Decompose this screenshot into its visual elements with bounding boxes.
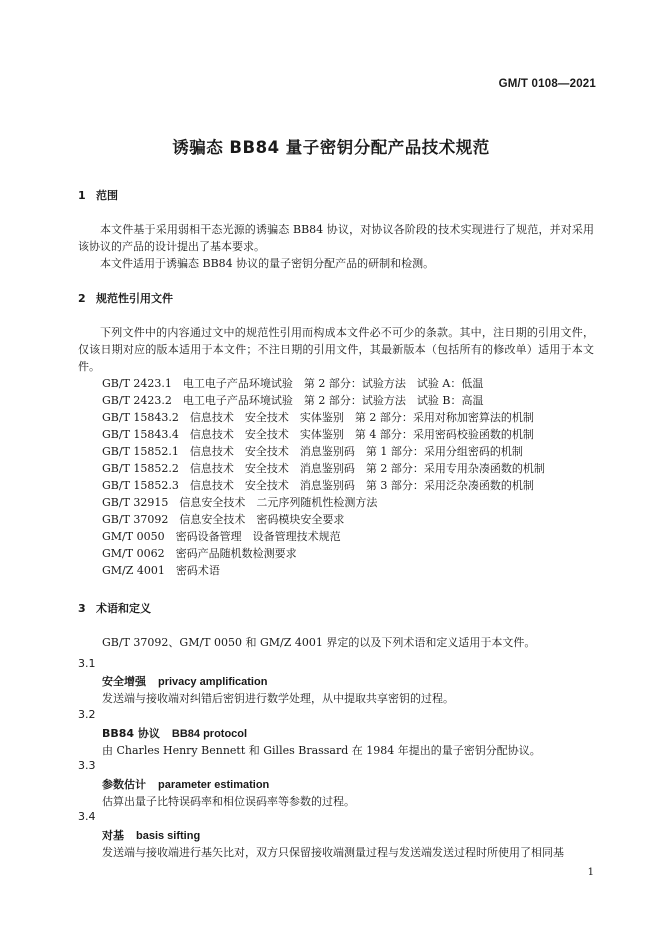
term-number: 3.2 <box>78 708 96 721</box>
term-title-en: privacy amplification <box>158 676 268 688</box>
term-title <box>102 776 269 792</box>
term-title-en: basis sifting <box>136 830 201 842</box>
term-number: 3.3 <box>78 759 96 772</box>
section-1-heading <box>78 187 118 203</box>
reference-item: GB/T 15843.2 信息技术 安全技术 实体鉴别 第 2 部分：采用对称加密算法的机制 <box>102 411 534 424</box>
section-number: 3 <box>78 602 86 615</box>
reference-item: GB/T 15843.4 信息技术 安全技术 实体鉴别 第 4 部分：采用密码校验函数的机制 <box>102 428 534 441</box>
term-definition: 估算出量子比特误码率和相位误码率等参数的过程。 <box>102 795 355 808</box>
term-number: 3.4 <box>78 810 96 823</box>
section-2-heading <box>78 290 173 306</box>
page-number: 1 <box>587 867 594 878</box>
term-definition: 发送端与接收端对纠错后密钥进行数学处理，从中提取共享密钥的过程。 <box>102 692 454 705</box>
section-title: 范围 <box>96 189 118 202</box>
reference-item: GM/T 0062 密码产品随机数检测要求 <box>102 547 297 560</box>
terms-intro: GB/T 37092、GM/T 0050 和 GM/Z 4001 界定的以及下列术语和定义适用于本文件。 <box>102 636 536 649</box>
term-title-zh: 对基 <box>102 829 124 842</box>
section-title: 术语和定义 <box>96 602 151 615</box>
section-title: 规范性引用文件 <box>96 292 173 305</box>
term-title-zh: 安全增强 <box>102 675 146 688</box>
reference-item: GB/T 15852.3 信息技术 安全技术 消息鉴别码 第 3 部分：采用泛杂凑函数的机制 <box>102 479 534 492</box>
reference-item: GB/T 2423.1 电工电子产品环境试验 第 2 部分：试验方法 试验 A：低温 <box>102 377 484 390</box>
term-definition: 由 Charles Henry Bennett 和 Gilles Brassard 在 1984 年提出的量子密钥分配协议。 <box>102 744 541 757</box>
term-title <box>102 827 200 843</box>
term-title-zh: BB84 协议 <box>102 727 160 740</box>
page-title: 诱骗态 BB84 量子密钥分配产品技术规范 <box>172 138 490 157</box>
section-number: 1 <box>78 189 86 202</box>
term-title-en: BB84 protocol <box>171 728 248 740</box>
term-title <box>102 673 267 689</box>
standard-code: GM/T 0108—2021 <box>498 78 596 90</box>
scope-paragraph-1: 本文件基于采用弱相干态光源的诱骗态 BB84 协议，对协议各阶段的技术实现进行了规范，并对采用该协议的产品的设计提出了基本要求。 <box>78 223 594 253</box>
term-definition: 发送端与接收端进行基矢比对，双方只保留接收端测量过程与发送端发送过程时所使用了相同基 <box>102 846 564 859</box>
reference-item: GB/T 2423.2 电工电子产品环境试验 第 2 部分：试验方法 试验 B：高温 <box>102 394 484 407</box>
section-number: 2 <box>78 292 86 305</box>
scope-paragraph-2: 本文件适用于诱骗态 BB84 协议的量子密钥分配产品的研制和检测。 <box>100 257 435 270</box>
reference-item: GB/T 32915 信息安全技术 二元序列随机性检测方法 <box>102 496 378 509</box>
term-title-zh: 参数估计 <box>102 778 146 791</box>
reference-item: GM/Z 4001 密码术语 <box>102 564 220 577</box>
reference-item: GB/T 15852.1 信息技术 安全技术 消息鉴别码 第 1 部分：采用分组密码的机制 <box>102 445 523 458</box>
reference-item: GB/T 15852.2 信息技术 安全技术 消息鉴别码 第 2 部分：采用专用杂凑函数的机制 <box>102 462 545 475</box>
section-3-heading <box>78 600 151 616</box>
term-number: 3.1 <box>78 657 96 670</box>
reference-item: GM/T 0050 密码设备管理 设备管理技术规范 <box>102 530 341 543</box>
normative-intro: 下列文件中的内容通过文中的规范性引用而构成本文件必不可少的条款。其中，注日期的引用文件，仅该日期对应的版本适用于本文件；不注日期的引用文件，其最新版本（包括所有的修改单）适用于本文件。 <box>78 326 594 373</box>
term-title <box>102 725 247 741</box>
term-title-en: parameter estimation <box>158 779 270 791</box>
reference-item: GB/T 37092 信息安全技术 密码模块安全要求 <box>102 513 345 526</box>
